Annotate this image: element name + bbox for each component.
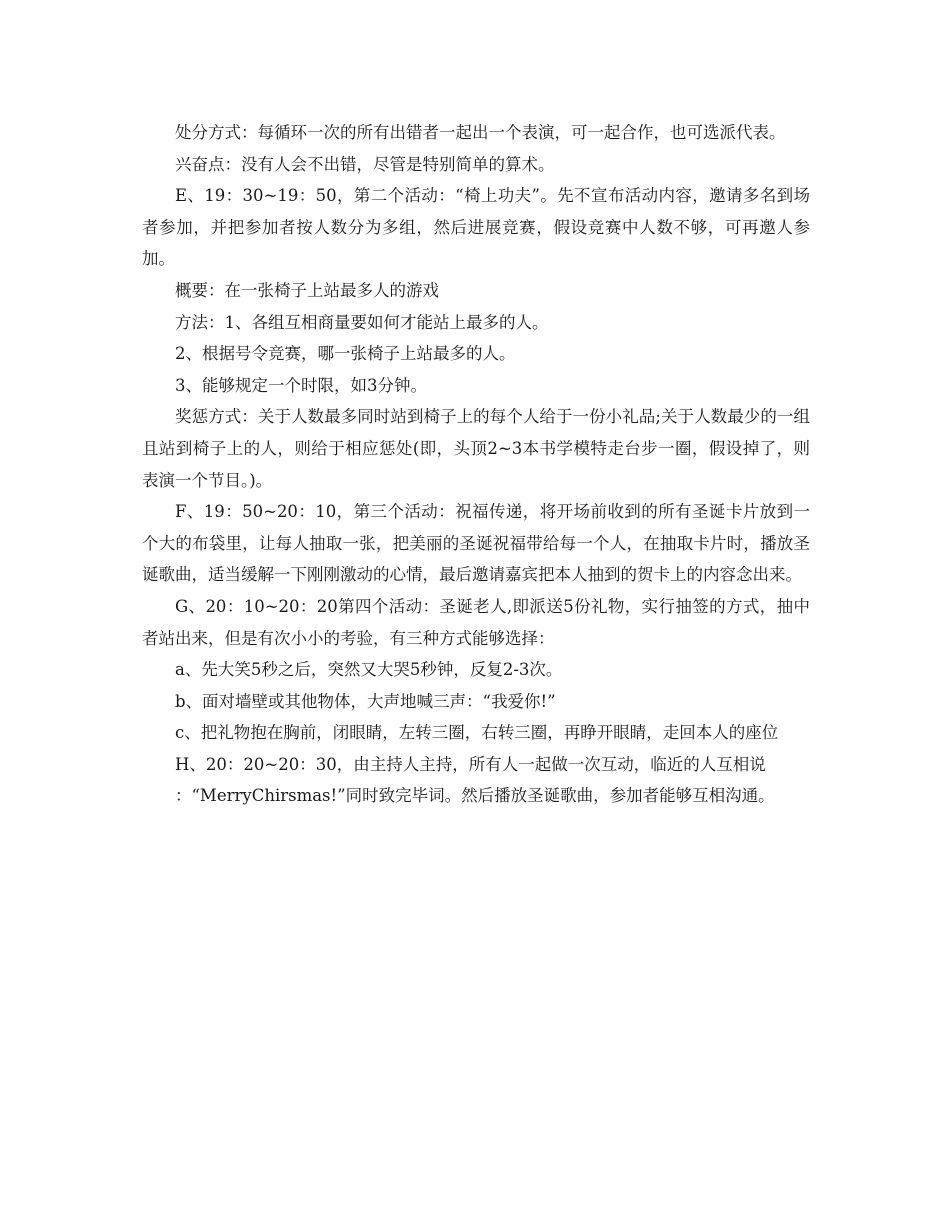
paragraph-activity-h: H、20：20~20：30，由主持人主持，所有人一起做一次互动，临近的人互相说 [175,754,766,774]
paragraph-option-a: a、先大笑5秒之后，突然又大哭5秒钟，反复2-3次。 [175,660,563,680]
document-body [142,117,810,812]
paragraph-activity-h-continued: ：“MerryChirsmas!”同时致完毕词。然后播放圣诞歌曲，参加者能够互相沟通。 [175,786,775,806]
paragraph-option-b: b、面对墙壁或其他物体，大声地喊三声：“我爱你!” [175,691,556,711]
paragraph-reward: 奖惩方式：关于人数最多同时站到椅子上的每个人给于一份小礼品;关于人数最少的一组且站到椅子上的人，则给于相应惩处(即，头顶2~3本书学模特走台步一圈，假设掉了，则表演一个节目。)。 [142,407,810,490]
paragraph-activity-e: E、19：30~19：50，第二个活动：“椅上功夫”。先不宣布活动内容，邀请多名到场者参加，并把参加者按人数分为多组，然后进展竞赛，假设竞赛中人数不够，可再邀人参加。 [142,186,810,269]
paragraph-activity-f: F、19：50~20：10，第三个活动：祝福传递，将开场前收到的所有圣诞卡片放到一个大的布袋里，让每人抽取一张，把美丽的圣诞祝福带给每一个人，在抽取卡片时，播放圣诞歌曲，适当缓解一下刚刚激动的心情，最后邀请嘉宾把本人抽到的贺卡上的内容念出来。 [142,502,810,585]
paragraph-method-2: 2、根据号令竞赛，哪一张椅子上站最多的人。 [175,344,516,364]
paragraph-method-3: 3、能够规定一个时限，如3分钟。 [175,375,427,395]
paragraph-highlight: 兴奋点：没有人会不出错，尽管是特别简单的算术。 [175,154,555,174]
paragraph-method-1: 方法：1、各组互相商量要如何才能站上最多的人。 [175,312,549,332]
paragraph-summary: 概要：在一张椅子上站最多人的游戏 [175,280,439,300]
paragraph-penalty: 处分方式：每循环一次的所有出错者一起出一个表演，可一起合作，也可选派代表。 [175,123,786,142]
paragraph-option-c: c、把礼物抱在胸前，闭眼睛，左转三圈，右转三圈，再睁开眼睛，走回本人的座位 [175,723,779,743]
paragraph-activity-g: G、20：10~20：20第四个活动：圣诞老人,即派送5份礼物，实行抽签的方式，抽中者站出来，但是有次小小的考验，有三种方式能够选择： [142,596,810,648]
